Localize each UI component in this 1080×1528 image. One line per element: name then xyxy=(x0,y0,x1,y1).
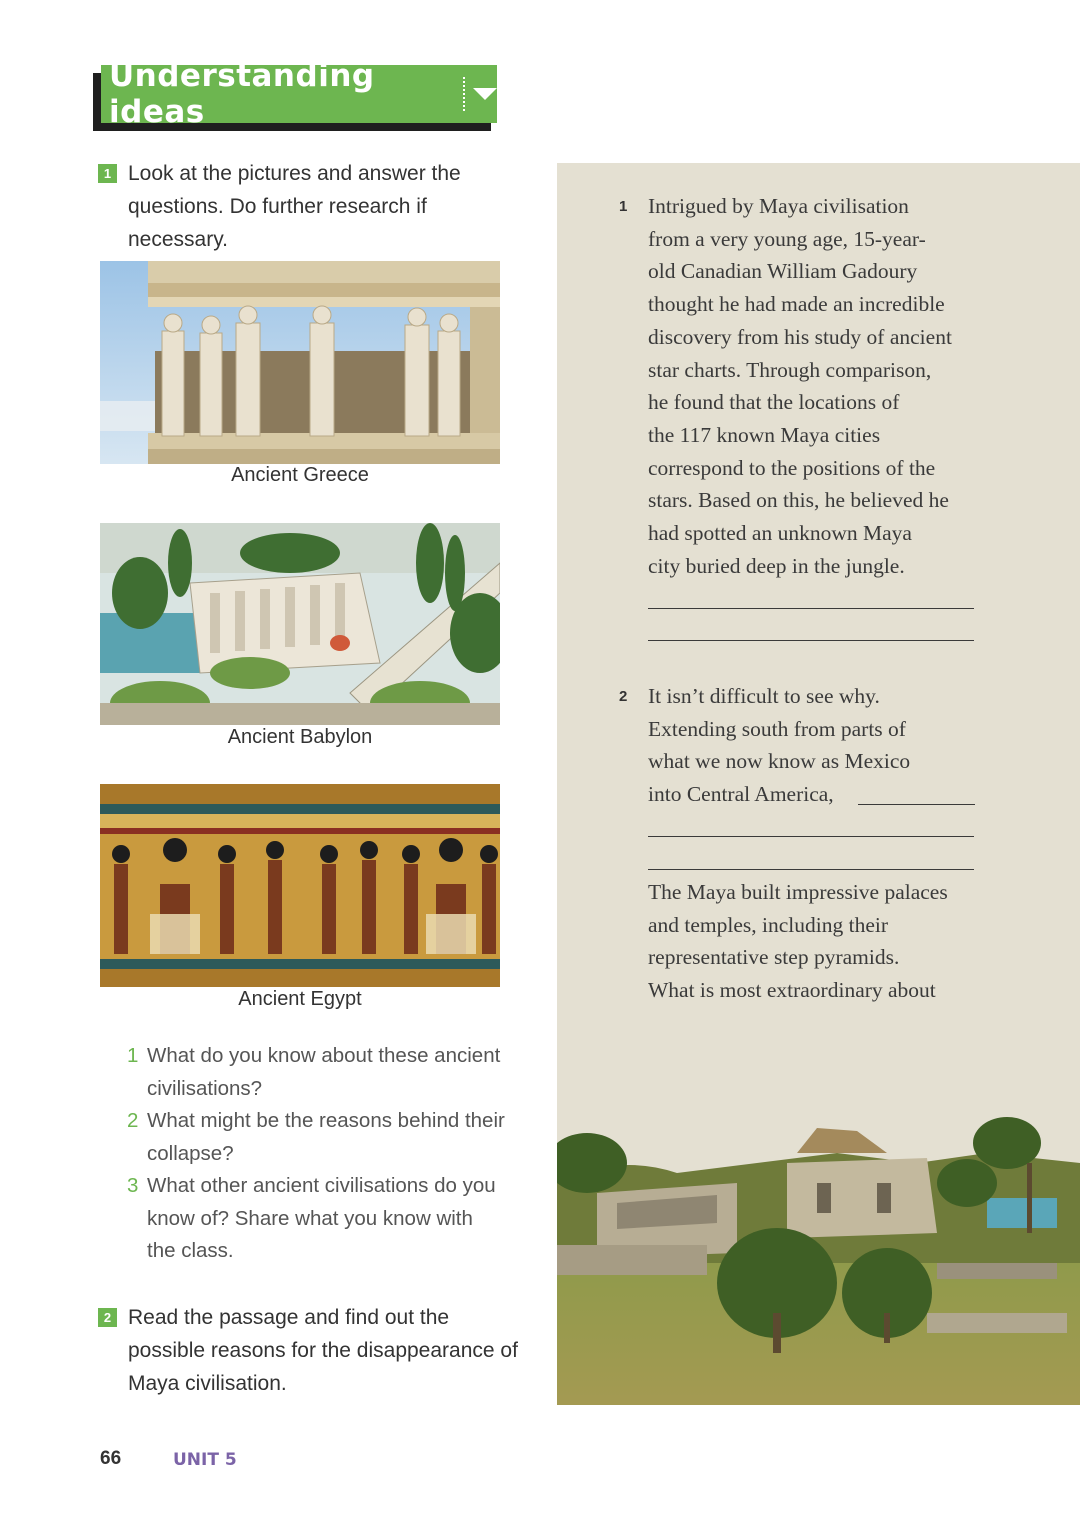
task-line: Look at the pictures and answer the xyxy=(128,162,461,185)
passage-line: What is most extraordinary about xyxy=(648,978,936,1003)
answer-blank[interactable] xyxy=(648,836,974,837)
question-line: the class. xyxy=(147,1239,234,1262)
task-number-badge: 1 xyxy=(98,164,117,183)
passage-line: Intrigued by Maya civilisation xyxy=(648,194,909,218)
passage-line: old Canadian William Gadoury xyxy=(648,259,918,284)
answer-blank[interactable] xyxy=(858,804,975,805)
passage-line: discovery from his study of ancient xyxy=(648,324,952,349)
passage-line: stars. Based on this, he believed he xyxy=(648,488,949,513)
passage-line: The Maya built impressive palaces xyxy=(648,880,948,904)
passage-line: and temples, including their xyxy=(648,912,889,937)
answer-blank[interactable] xyxy=(648,869,974,870)
picture-caption: Ancient Babylon xyxy=(227,726,373,748)
picture-ancient-greece xyxy=(100,261,500,464)
passage-line: into Central America, xyxy=(648,782,834,807)
picture-caption: Ancient Greece xyxy=(231,464,369,486)
passage-line: the 117 known Maya cities xyxy=(648,422,881,447)
task-1 xyxy=(98,157,528,256)
passage-line: he found that the locations of xyxy=(648,390,900,415)
question-number: 2 xyxy=(127,1109,139,1132)
section-title: Understanding ideas xyxy=(109,58,375,130)
paragraph-1 xyxy=(648,190,983,582)
passage-line: what we now know as Mexico xyxy=(648,749,911,774)
task-number-badge: 2 xyxy=(98,1308,117,1327)
passage-line: Extending south from parts of xyxy=(648,716,906,741)
paragraph-number: 2 xyxy=(619,688,628,705)
task-line: necessary. xyxy=(128,228,228,251)
task-line: possible reasons for the disappearance of xyxy=(128,1339,518,1362)
answer-blank[interactable] xyxy=(648,608,974,609)
unit-label: UNIT 5 xyxy=(173,1450,237,1470)
list-item xyxy=(127,1105,527,1170)
question-number: 1 xyxy=(127,1044,139,1067)
passage-line: star charts. Through comparison, xyxy=(648,357,932,382)
question-line: What might be the reasons behind their xyxy=(147,1109,505,1132)
question-list xyxy=(127,1040,527,1268)
question-number: 3 xyxy=(127,1174,139,1197)
task-line: questions. Do further research if xyxy=(128,195,427,218)
task-line: Read the passage and find out the xyxy=(128,1306,450,1329)
list-item xyxy=(127,1170,527,1268)
picture-caption: Ancient Egypt xyxy=(238,988,362,1010)
paragraph-number: 1 xyxy=(619,198,628,215)
chevron-down-icon[interactable] xyxy=(473,88,497,100)
section-banner xyxy=(101,58,497,130)
passage-line: correspond to the positions of the xyxy=(648,455,936,480)
page-number: 66 xyxy=(100,1448,122,1469)
passage-line: from a very young age, 15-year- xyxy=(648,226,926,251)
question-line: What do you know about these ancient xyxy=(147,1044,501,1067)
question-line: know of? Share what you know with xyxy=(147,1206,473,1230)
task-line: Maya civilisation. xyxy=(128,1372,287,1395)
task-2 xyxy=(98,1301,528,1400)
banner-divider xyxy=(463,77,465,111)
question-line: civilisations? xyxy=(147,1076,263,1100)
passage-line: had spotted an unknown Maya xyxy=(648,521,912,546)
answer-blank[interactable] xyxy=(648,640,974,641)
passage-line: thought he had made an incredible xyxy=(648,292,945,317)
picture-ancient-babylon xyxy=(100,523,500,725)
paragraph-2 xyxy=(648,680,983,811)
passage-line: representative step pyramids. xyxy=(648,945,900,970)
question-line: What other ancient civilisations do you xyxy=(147,1174,496,1197)
list-item xyxy=(127,1040,527,1105)
question-line: collapse? xyxy=(147,1141,234,1165)
passage-line: It isn’t difficult to see why. xyxy=(648,684,880,708)
passage-line: city buried deep in the jungle. xyxy=(648,553,905,578)
picture-ancient-egypt xyxy=(100,784,500,987)
paragraph-3 xyxy=(648,876,983,1007)
